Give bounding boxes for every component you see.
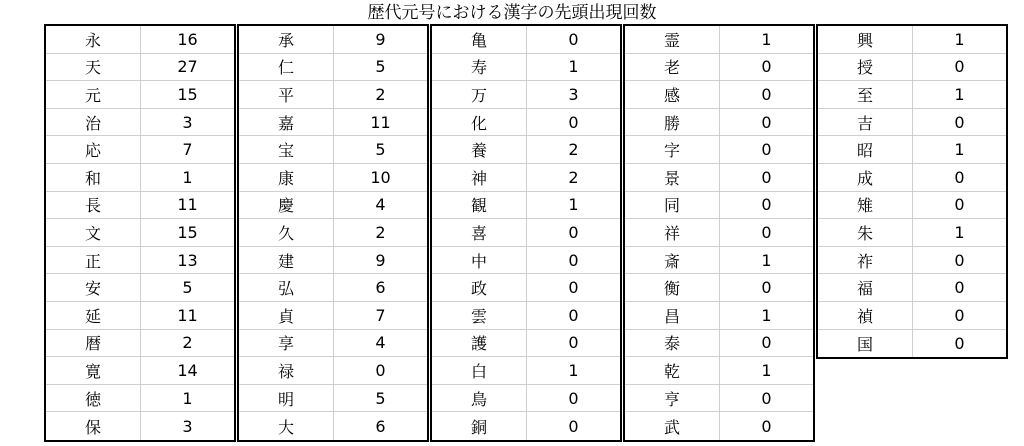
kanji-cell: 武 bbox=[625, 412, 720, 440]
count-cell: 1 bbox=[954, 84, 965, 104]
kanji-cell: 久 bbox=[239, 219, 334, 246]
kanji-cell: 泰 bbox=[625, 330, 720, 357]
table-row bbox=[818, 81, 1006, 109]
count-cell: 0 bbox=[761, 112, 772, 132]
kanji-cell: 寿 bbox=[432, 54, 527, 81]
table-row bbox=[432, 109, 620, 137]
count-cell: 1 bbox=[954, 140, 965, 160]
count-cell: 0 bbox=[761, 333, 772, 353]
count-cell: 1 bbox=[568, 195, 579, 215]
table-row bbox=[625, 219, 813, 247]
count-cell: 1 bbox=[761, 250, 772, 270]
table-row bbox=[46, 81, 234, 109]
table-row bbox=[625, 81, 813, 109]
kanji-cell: 享 bbox=[239, 330, 334, 357]
count-cell: 2 bbox=[375, 222, 386, 242]
count-cell: 1 bbox=[568, 57, 579, 77]
table-row bbox=[239, 302, 427, 330]
table-row bbox=[625, 164, 813, 192]
table-row bbox=[239, 192, 427, 220]
kanji-cell: 宝 bbox=[239, 136, 334, 163]
kanji-cell: 感 bbox=[625, 81, 720, 108]
table-block-3 bbox=[430, 24, 622, 442]
count-cell: 2 bbox=[568, 167, 579, 187]
kanji-cell: 安 bbox=[46, 274, 141, 301]
table-row bbox=[46, 54, 234, 82]
table-row bbox=[625, 385, 813, 413]
kanji-cell: 祥 bbox=[625, 219, 720, 246]
table-row bbox=[625, 274, 813, 302]
kanji-cell: 銅 bbox=[432, 412, 527, 440]
count-cell: 0 bbox=[568, 333, 579, 353]
kanji-cell: 衡 bbox=[625, 274, 720, 301]
kanji-cell: 承 bbox=[239, 26, 334, 53]
count-cell: 0 bbox=[954, 195, 965, 215]
table-row bbox=[432, 247, 620, 275]
table-row bbox=[239, 136, 427, 164]
kanji-cell: 応 bbox=[46, 136, 141, 163]
table-row bbox=[432, 357, 620, 385]
table-row bbox=[818, 192, 1006, 220]
table-row bbox=[818, 302, 1006, 330]
kanji-cell: 治 bbox=[46, 109, 141, 136]
count-cell: 4 bbox=[375, 333, 386, 353]
table-row bbox=[432, 164, 620, 192]
table-row bbox=[239, 54, 427, 82]
kanji-cell: 雲 bbox=[432, 302, 527, 329]
kanji-cell: 中 bbox=[432, 247, 527, 274]
table-row bbox=[239, 26, 427, 54]
count-cell: 0 bbox=[761, 57, 772, 77]
count-cell: 0 bbox=[954, 112, 965, 132]
kanji-cell: 白 bbox=[432, 357, 527, 384]
table-title: 歴代元号における漢字の先頭出現回数 bbox=[367, 3, 657, 23]
count-cell: 15 bbox=[177, 84, 198, 104]
table-row bbox=[625, 136, 813, 164]
kanji-cell: 霊 bbox=[625, 26, 720, 53]
count-cell: 13 bbox=[177, 250, 198, 270]
kanji-cell: 暦 bbox=[46, 330, 141, 357]
kanji-cell: 雉 bbox=[818, 192, 913, 219]
count-cell: 1 bbox=[761, 29, 772, 49]
count-cell: 0 bbox=[761, 140, 772, 160]
table-row bbox=[432, 54, 620, 82]
kanji-cell: 乾 bbox=[625, 357, 720, 384]
table-row bbox=[432, 192, 620, 220]
kanji-cell: 昭 bbox=[818, 136, 913, 163]
table-row bbox=[46, 274, 234, 302]
table-row bbox=[239, 330, 427, 358]
table-row bbox=[818, 26, 1006, 54]
count-cell: 0 bbox=[761, 167, 772, 187]
kanji-cell: 昌 bbox=[625, 302, 720, 329]
count-cell: 6 bbox=[375, 278, 386, 298]
table-block-1 bbox=[44, 24, 236, 442]
kanji-cell: 文 bbox=[46, 219, 141, 246]
kanji-cell: 喜 bbox=[432, 219, 527, 246]
count-cell: 7 bbox=[182, 140, 193, 160]
count-cell: 11 bbox=[370, 112, 391, 132]
table-row bbox=[239, 385, 427, 413]
count-cell: 10 bbox=[370, 167, 391, 187]
kanji-cell: 神 bbox=[432, 164, 527, 191]
table-row bbox=[818, 136, 1006, 164]
kanji-cell: 万 bbox=[432, 81, 527, 108]
kanji-cell: 明 bbox=[239, 385, 334, 412]
count-cell: 1 bbox=[182, 167, 193, 187]
kanji-cell: 至 bbox=[818, 81, 913, 108]
kanji-cell: 元 bbox=[46, 81, 141, 108]
table-row bbox=[239, 247, 427, 275]
kanji-cell: 禎 bbox=[818, 302, 913, 329]
kanji-cell: 平 bbox=[239, 81, 334, 108]
count-cell: 0 bbox=[954, 250, 965, 270]
count-cell: 0 bbox=[568, 29, 579, 49]
count-cell: 11 bbox=[177, 195, 198, 215]
count-cell: 14 bbox=[177, 360, 198, 380]
table-row bbox=[46, 357, 234, 385]
count-cell: 0 bbox=[761, 84, 772, 104]
kanji-cell: 延 bbox=[46, 302, 141, 329]
kanji-cell: 長 bbox=[46, 192, 141, 219]
count-cell: 1 bbox=[568, 360, 579, 380]
table-row bbox=[818, 54, 1006, 82]
kanji-cell: 正 bbox=[46, 247, 141, 274]
count-cell: 0 bbox=[761, 222, 772, 242]
table-block-2 bbox=[237, 24, 429, 442]
table-row bbox=[625, 330, 813, 358]
table-row bbox=[432, 219, 620, 247]
kanji-cell: 亨 bbox=[625, 385, 720, 412]
table-row bbox=[239, 219, 427, 247]
table-row bbox=[432, 274, 620, 302]
count-cell: 0 bbox=[954, 57, 965, 77]
table-row bbox=[239, 357, 427, 385]
kanji-cell: 保 bbox=[46, 412, 141, 440]
kanji-cell: 徳 bbox=[46, 385, 141, 412]
kanji-cell: 仁 bbox=[239, 54, 334, 81]
table-row bbox=[46, 26, 234, 54]
kanji-cell: 化 bbox=[432, 109, 527, 136]
kanji-cell: 勝 bbox=[625, 109, 720, 136]
kanji-cell: 和 bbox=[46, 164, 141, 191]
count-cell: 16 bbox=[177, 29, 198, 49]
table-row bbox=[239, 109, 427, 137]
table-row bbox=[625, 247, 813, 275]
table-block-5 bbox=[816, 24, 1008, 359]
kanji-cell: 景 bbox=[625, 164, 720, 191]
kanji-cell: 貞 bbox=[239, 302, 334, 329]
kanji-cell: 同 bbox=[625, 192, 720, 219]
count-cell: 5 bbox=[375, 388, 386, 408]
count-cell: 0 bbox=[568, 222, 579, 242]
count-cell: 0 bbox=[954, 333, 965, 353]
count-cell: 0 bbox=[954, 305, 965, 325]
kanji-cell: 斎 bbox=[625, 247, 720, 274]
table-row bbox=[818, 164, 1006, 192]
table-row bbox=[432, 136, 620, 164]
count-cell: 0 bbox=[761, 278, 772, 298]
kanji-cell: 康 bbox=[239, 164, 334, 191]
kanji-cell: 護 bbox=[432, 330, 527, 357]
kanji-cell: 亀 bbox=[432, 26, 527, 53]
table-row bbox=[46, 164, 234, 192]
table-row bbox=[432, 302, 620, 330]
count-cell: 3 bbox=[182, 112, 193, 132]
kanji-cell: 鳥 bbox=[432, 385, 527, 412]
table-row bbox=[239, 81, 427, 109]
table-row bbox=[46, 247, 234, 275]
table-row bbox=[625, 192, 813, 220]
kanji-cell: 天 bbox=[46, 54, 141, 81]
kanji-cell: 老 bbox=[625, 54, 720, 81]
count-cell: 2 bbox=[375, 84, 386, 104]
count-cell: 3 bbox=[568, 84, 579, 104]
count-cell: 1 bbox=[182, 388, 193, 408]
table-row bbox=[625, 412, 813, 440]
kanji-cell: 興 bbox=[818, 26, 913, 53]
table-row bbox=[432, 385, 620, 413]
kanji-cell: 養 bbox=[432, 136, 527, 163]
count-cell: 1 bbox=[761, 305, 772, 325]
table-row bbox=[625, 357, 813, 385]
table-block-4 bbox=[623, 24, 815, 442]
table-row bbox=[46, 136, 234, 164]
count-cell: 0 bbox=[568, 416, 579, 436]
table-row bbox=[432, 81, 620, 109]
table-row bbox=[818, 219, 1006, 247]
table-row bbox=[239, 274, 427, 302]
kanji-cell: 寛 bbox=[46, 357, 141, 384]
kanji-cell: 朱 bbox=[818, 219, 913, 246]
count-cell: 27 bbox=[177, 57, 198, 77]
table-row bbox=[239, 164, 427, 192]
table-row bbox=[818, 247, 1006, 275]
table-row bbox=[46, 412, 234, 440]
count-cell: 5 bbox=[375, 140, 386, 160]
table-row bbox=[625, 109, 813, 137]
count-cell: 1 bbox=[954, 222, 965, 242]
table-row bbox=[46, 330, 234, 358]
count-cell: 0 bbox=[568, 388, 579, 408]
count-cell: 5 bbox=[182, 278, 193, 298]
kanji-cell: 観 bbox=[432, 192, 527, 219]
count-cell: 11 bbox=[177, 305, 198, 325]
table-row bbox=[625, 54, 813, 82]
kanji-cell: 成 bbox=[818, 164, 913, 191]
kanji-cell: 大 bbox=[239, 412, 334, 440]
kanji-cell: 弘 bbox=[239, 274, 334, 301]
count-cell: 0 bbox=[375, 360, 386, 380]
kanji-cell: 吉 bbox=[818, 109, 913, 136]
count-cell: 0 bbox=[954, 278, 965, 298]
count-cell: 3 bbox=[182, 416, 193, 436]
count-cell: 1 bbox=[761, 360, 772, 380]
table-row bbox=[625, 302, 813, 330]
kanji-cell: 国 bbox=[818, 330, 913, 358]
count-cell: 7 bbox=[375, 305, 386, 325]
table-row bbox=[432, 330, 620, 358]
kanji-cell: 慶 bbox=[239, 192, 334, 219]
table-row bbox=[239, 412, 427, 440]
count-cell: 0 bbox=[568, 278, 579, 298]
table-row bbox=[818, 109, 1006, 137]
count-cell: 0 bbox=[954, 167, 965, 187]
kanji-cell: 政 bbox=[432, 274, 527, 301]
count-cell: 0 bbox=[761, 195, 772, 215]
kanji-cell: 嘉 bbox=[239, 109, 334, 136]
kanji-cell: 永 bbox=[46, 26, 141, 53]
kanji-cell: 字 bbox=[625, 136, 720, 163]
table-row bbox=[818, 330, 1006, 358]
count-cell: 0 bbox=[761, 416, 772, 436]
kanji-cell: 祚 bbox=[818, 247, 913, 274]
count-cell: 0 bbox=[568, 250, 579, 270]
kanji-cell: 授 bbox=[818, 54, 913, 81]
table-row bbox=[46, 192, 234, 220]
table-row bbox=[46, 219, 234, 247]
table-row bbox=[432, 412, 620, 440]
count-cell: 2 bbox=[182, 333, 193, 353]
count-cell: 4 bbox=[375, 195, 386, 215]
count-cell: 15 bbox=[177, 222, 198, 242]
table-row bbox=[46, 302, 234, 330]
count-cell: 2 bbox=[568, 140, 579, 160]
table-row bbox=[432, 26, 620, 54]
count-cell: 6 bbox=[375, 416, 386, 436]
table-row bbox=[625, 26, 813, 54]
count-cell: 5 bbox=[375, 57, 386, 77]
count-cell: 9 bbox=[375, 250, 386, 270]
table-row bbox=[818, 274, 1006, 302]
count-cell: 1 bbox=[954, 29, 965, 49]
count-cell: 0 bbox=[568, 112, 579, 132]
count-cell: 0 bbox=[568, 305, 579, 325]
count-cell: 0 bbox=[761, 388, 772, 408]
table-row bbox=[46, 385, 234, 413]
count-cell: 9 bbox=[375, 29, 386, 49]
kanji-cell: 禄 bbox=[239, 357, 334, 384]
kanji-cell: 福 bbox=[818, 274, 913, 301]
table-row bbox=[46, 109, 234, 137]
kanji-cell: 建 bbox=[239, 247, 334, 274]
